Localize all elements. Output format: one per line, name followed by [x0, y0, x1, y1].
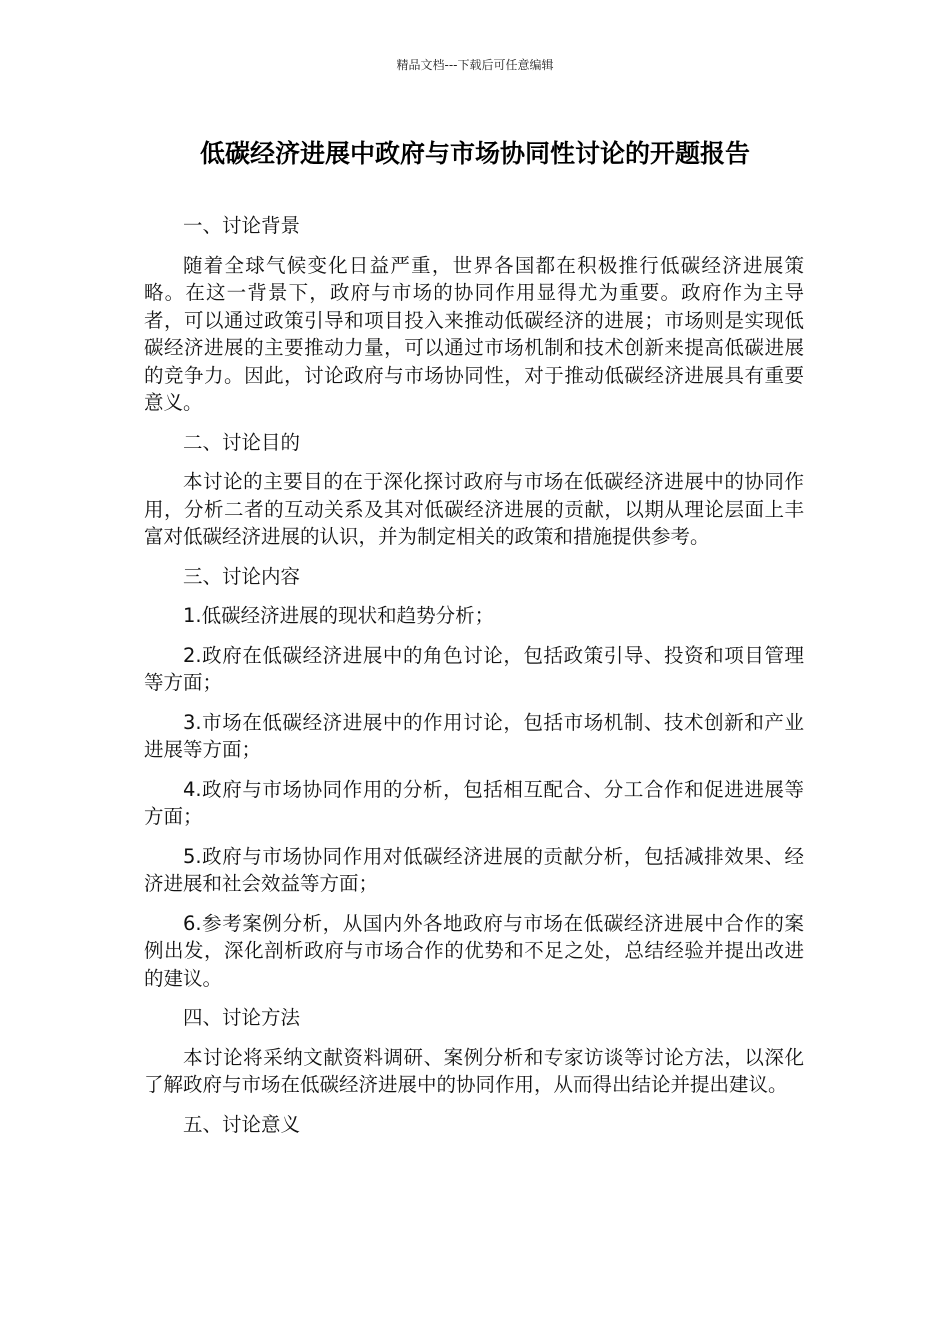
section-heading-method: 四、讨论方法 [183, 1006, 301, 1029]
purpose-paragraph: 本讨论的主要目的在于深化探讨政府与市场在低碳经济进展中的协同作用，分析二者的互动关系及其对低碳经济进展的贡献，以期从理论层面上丰富对低碳经济进展的认识，并为制定相关的政策和措施提供参考。 [144, 470, 804, 548]
method-paragraph: 本讨论将采纳文献资料调研、案例分析和专家访谈等讨论方法，以深化了解政府与市场在低碳经济进展中的协同作用，从而得出结论并提出建议。 [144, 1045, 804, 1096]
document-title: 低碳经济进展中政府与市场协同性讨论的开题报告 [199, 139, 750, 168]
section-heading-background: 一、讨论背景 [183, 214, 301, 237]
content-item-6: 6.参考案例分析，从国内外各地政府与市场在低碳经济进展中合作的案例出发，深化剖析政府与市场合作的优势和不足之处，总结经验并提出改进的建议。 [144, 911, 804, 990]
section-heading-significance: 五、讨论意义 [183, 1112, 301, 1136]
document-body [144, 212, 804, 1150]
background-paragraph: 随着全球气候变化日益严重，世界各国都在积极推行低碳经济进展策略。在这一背景下，政府与市场的协同作用显得尤为重要。政府作为主导者，可以通过政策引导和项目投入来推动低碳经济的进展；市场则是实现低碳经济进展的主要推动力量，可以通过市场机制和技术创新来提高低碳进展的竞争力。因此，讨论政府与市场协同性，对于推动低碳经济进展具有重要意义。 [144, 253, 804, 414]
content-item-1: 1.低碳经济进展的现状和趋势分析； [183, 604, 495, 627]
content-item-3: 3.市场在低碳经济进展中的作用讨论，包括市场机制、技术创新和产业进展等方面； [144, 710, 804, 761]
content-item-2: 2.政府在低碳经济进展中的角色讨论，包括政策引导、投资和项目管理等方面； [144, 643, 804, 694]
content-item-5: 5.政府与市场协同作用对低碳经济进展的贡献分析，包括减排效果、经济进展和社会效益等方面； [144, 844, 804, 895]
section-heading-content: 三、讨论内容 [183, 564, 301, 588]
section-heading-purpose: 二、讨论目的 [183, 430, 301, 454]
header-note: 精品文档---下载后可任意编辑 [396, 58, 554, 72]
content-item-4: 4.政府与市场协同作用的分析，包括相互配合、分工合作和促进进展等方面； [144, 777, 804, 828]
